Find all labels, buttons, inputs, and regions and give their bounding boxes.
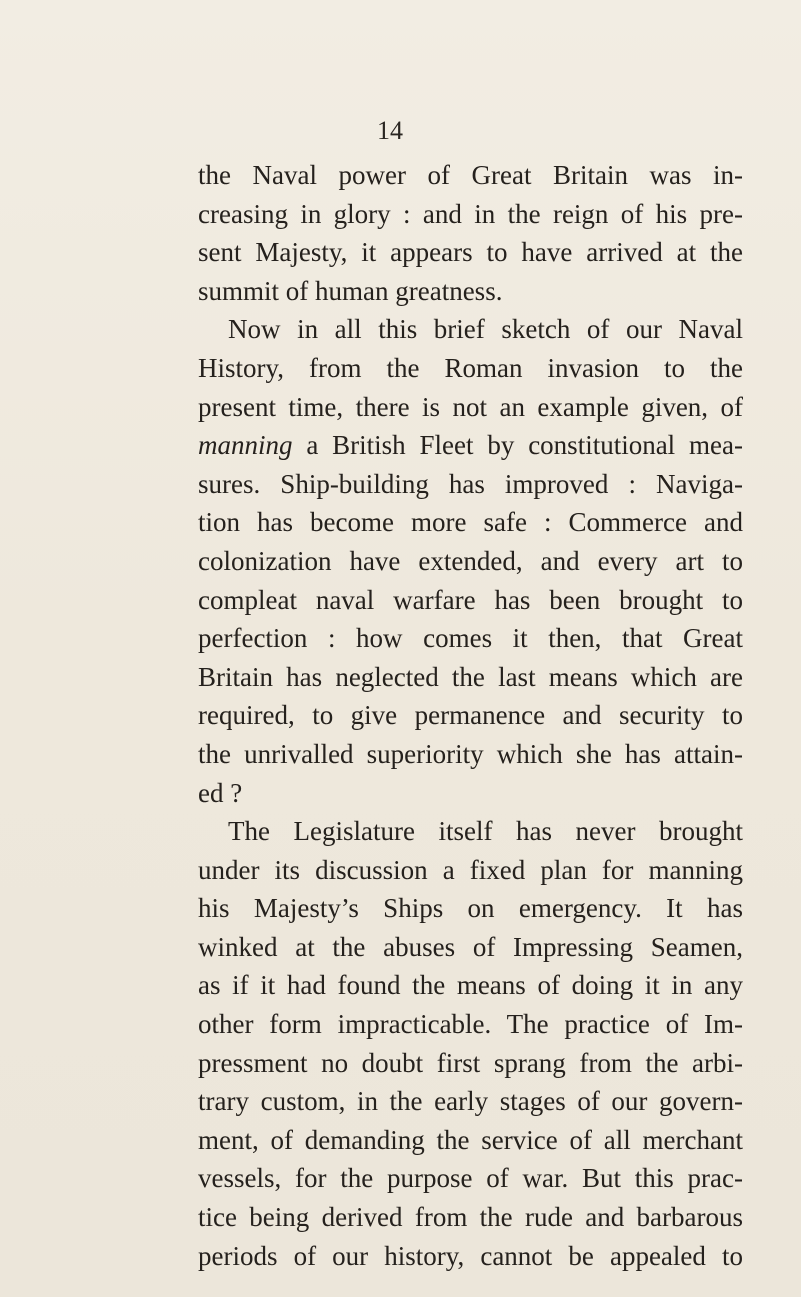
text-line-content: other form impracticable. The practice of Im- [198,1009,743,1040]
text-line [198,465,743,504]
text-line-content: summit of human greatness. [198,275,503,306]
text-line [198,658,743,697]
text-line [198,966,743,1005]
text-line-content: a British Fleet by constitutional mea- [292,430,743,461]
text-line-content: under its discussion a fixed plan for manning [198,854,743,885]
text-line-content: required, to give permanence and security to [198,700,743,731]
text-line-content: tion has become more safe : Commerce and [198,507,743,538]
text-line [198,349,743,388]
text-line-content: periods of our history, cannot be appealed to [198,1240,743,1271]
text-line-content: winked at the abuses of Impressing Seamen, [198,931,743,962]
text-line [198,1237,743,1276]
text-line-content: Now in all this brief sketch of our Naval [228,314,743,345]
text-line [198,310,743,349]
page-number: 14 [377,116,403,145]
text-line [198,851,743,890]
text-line-content: creasing in glory : and in the reign of his pre- [198,198,743,229]
text-line [198,233,743,272]
text-line-content: colonization have extended, and every art to [198,545,743,576]
text-line [198,812,743,851]
text-line [198,1121,743,1160]
text-line-content: present time, there is not an example given, of [198,391,743,422]
text-line-content: vessels, for the purpose of war. But this prac- [198,1163,743,1194]
text-line-content: sures. Ship-building has improved : Naviga- [198,468,743,499]
text-line-content: History, from the Roman invasion to the [198,352,743,383]
text-line-content: The Legislature itself has never brought [228,816,743,847]
text-line [198,1044,743,1083]
text-line-content: ment, of demanding the service of all merchant [198,1124,743,1155]
text-line [198,581,743,620]
text-line-content: the unrivalled superiority which she has attain- [198,738,743,769]
body-text [198,156,743,1275]
italic-word: manning [198,430,293,461]
text-line-content: perfection : how comes it then, that Great [198,623,743,654]
text-line-content: Britain has neglected the last means which are [198,661,743,692]
text-line-content: as if it had found the means of doing it in any [198,970,743,1001]
text-line-content: the Naval power of Great Britain was in- [198,160,743,190]
text-line-content: compleat naval warfare has been brought to [198,584,743,615]
text-line [198,1082,743,1121]
text-line [198,735,743,774]
text-line [198,774,743,813]
text-line [198,1005,743,1044]
text-line [198,156,743,195]
text-line-content: sent Majesty, it appears to have arrived at the [198,237,743,268]
text-line [198,272,743,311]
text-line [198,1159,743,1198]
text-line-content: tice being derived from the rude and barbarous [198,1202,743,1233]
text-line [198,696,743,735]
text-line-content: ed ? [198,777,243,808]
text-line-content: his Majesty’s Ships on emergency. It has [198,893,743,924]
text-line [198,889,743,928]
text-line [198,388,743,427]
text-line [198,928,743,967]
text-line [198,426,743,465]
text-line [198,619,743,658]
text-line [198,542,743,581]
text-line-content: pressment no doubt first sprang from the arbi- [198,1047,743,1078]
text-line [198,1198,743,1237]
text-line-content: trary custom, in the early stages of our govern- [198,1086,743,1117]
text-line [198,503,743,542]
text-line [198,195,743,234]
